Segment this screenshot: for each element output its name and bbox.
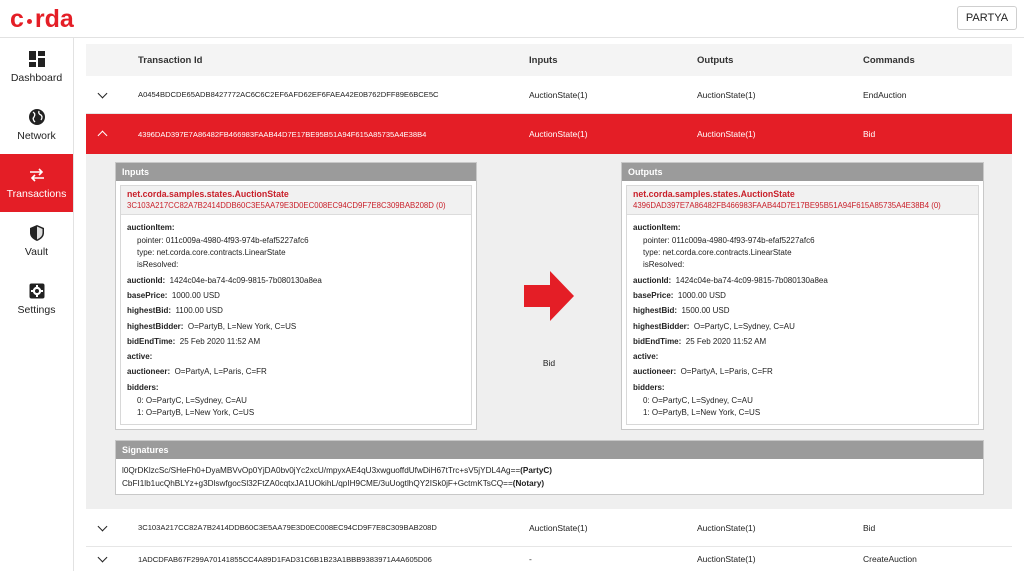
shield-icon bbox=[28, 224, 46, 242]
state-fields bbox=[627, 215, 978, 419]
expand-toggle[interactable] bbox=[96, 547, 108, 571]
table-header bbox=[86, 44, 1012, 76]
table-row[interactable] bbox=[86, 509, 1012, 547]
field-value: isResolved: bbox=[137, 259, 179, 269]
input-state-card bbox=[120, 185, 472, 425]
sidebar-item-vault[interactable] bbox=[0, 212, 73, 270]
field-value: O=PartyC, L=Sydney, C=AU bbox=[693, 321, 795, 331]
field-value: pointer: 011c009a-4980-4f93-974b-efaf5227afc6 bbox=[137, 236, 309, 246]
signature-value: CbFI1lb1ucQhBLYz+g3DlswfgocSl32FtZA0cqtxJA1UOkihL/qpIH9CME/3uUogtlhQY2ISk0jF+GctmKTsCQ== bbox=[122, 479, 513, 488]
row-command: Bid bbox=[863, 129, 876, 139]
field-label: auctionId: bbox=[127, 275, 166, 285]
field-value: 25 Feb 2020 11:52 AM bbox=[179, 336, 261, 346]
gear-icon bbox=[28, 282, 46, 300]
chevron-down-icon bbox=[97, 553, 107, 563]
signatures-panel-title: Signatures bbox=[116, 441, 983, 459]
field-label: highestBidder: bbox=[633, 321, 690, 331]
field-label: auctioneer: bbox=[127, 367, 171, 377]
row-command: EndAuction bbox=[863, 89, 907, 100]
field-value: pointer: 011c009a-4980-4f93-974b-efaf5227afc6 bbox=[643, 236, 815, 246]
sidebar-item-transactions[interactable] bbox=[0, 154, 73, 212]
table-row[interactable] bbox=[86, 76, 1012, 114]
table-row-selected[interactable] bbox=[86, 114, 1012, 154]
field-label: bidders: bbox=[633, 382, 665, 392]
output-state-card bbox=[626, 185, 979, 425]
transactions-table bbox=[86, 44, 1012, 571]
row-inputs: - bbox=[529, 554, 532, 564]
chevron-down-icon bbox=[97, 88, 107, 98]
field-value: type: net.corda.core.contracts.LinearState bbox=[643, 248, 792, 258]
field-value: 1: O=PartyB, L=New York, C=US bbox=[643, 407, 761, 417]
field-value: 1500.00 USD bbox=[681, 306, 730, 316]
transaction-detail bbox=[86, 154, 1012, 509]
transaction-id: 4396DAD397E7A86482FB466983FAAB44D7E17BE95B51A94F615A85735A4E38B4 bbox=[138, 129, 427, 139]
field-label: bidEndTime: bbox=[633, 336, 682, 346]
field-value: O=PartyA, L=Paris, C=FR bbox=[174, 367, 267, 377]
field-value: 1: O=PartyB, L=New York, C=US bbox=[137, 407, 255, 417]
state-header bbox=[627, 186, 978, 215]
logo-letter-c: c bbox=[10, 4, 24, 33]
signature-line bbox=[122, 466, 552, 475]
logo-letters: rda bbox=[34, 4, 74, 33]
table-row[interactable] bbox=[86, 547, 1012, 571]
field-label: auctioneer: bbox=[633, 367, 677, 377]
signatures-panel bbox=[115, 440, 984, 495]
row-command: Bid bbox=[863, 522, 876, 533]
state-ref[interactable]: 3C103A217CC82A7B2414DDB60C3E5AA79E3D0EC008EC94CD9F7E8C309BAB208D (0) bbox=[127, 201, 446, 210]
field-value: 25 Feb 2020 11:52 AM bbox=[685, 336, 767, 346]
field-value: isResolved: bbox=[643, 259, 685, 269]
row-outputs: AuctionState(1) bbox=[697, 129, 756, 139]
row-outputs: AuctionState(1) bbox=[697, 522, 756, 533]
logo-dot bbox=[27, 19, 32, 24]
field-label: auctionItem: bbox=[633, 223, 681, 232]
sidebar-item-label: Vault bbox=[24, 246, 49, 258]
inputs-panel-title: Inputs bbox=[116, 163, 476, 181]
row-inputs: AuctionState(1) bbox=[529, 129, 588, 139]
swap-arrows-icon bbox=[28, 166, 46, 184]
row-outputs: AuctionState(1) bbox=[697, 89, 756, 100]
field-value: 1000.00 USD bbox=[677, 290, 726, 300]
field-value: 0: O=PartyC, L=Sydney, C=AU bbox=[137, 396, 247, 406]
collapse-toggle[interactable] bbox=[96, 114, 108, 154]
sidebar-item-label: Dashboard bbox=[10, 72, 63, 84]
outputs-panel-title: Outputs bbox=[622, 163, 983, 181]
transition-arrow-icon bbox=[524, 271, 574, 331]
signature-line bbox=[122, 479, 544, 488]
expand-toggle[interactable] bbox=[96, 509, 108, 546]
row-inputs: AuctionState(1) bbox=[529, 522, 588, 533]
outputs-panel bbox=[621, 162, 984, 430]
field-value: O=PartyA, L=Paris, C=FR bbox=[680, 367, 773, 377]
field-label: highestBidder: bbox=[127, 321, 184, 331]
sidebar-item-settings[interactable] bbox=[0, 270, 73, 328]
app-header bbox=[0, 0, 1024, 38]
globe-icon bbox=[28, 108, 46, 126]
field-value: 1000.00 USD bbox=[171, 290, 220, 300]
field-value: 1100.00 USD bbox=[175, 306, 223, 316]
chevron-up-icon bbox=[97, 131, 107, 141]
dashboard-icon bbox=[28, 50, 46, 68]
state-class-name: net.corda.samples.states.AuctionState bbox=[633, 189, 795, 199]
sidebar-item-label: Transactions bbox=[6, 188, 67, 200]
state-ref[interactable]: 4396DAD397E7A86482FB466983FAAB44D7E17BE95B51A94F615A85735A4E38B4 (0) bbox=[633, 201, 941, 210]
transaction-id: A0454BDCDE65ADB8427772AC6C6C2EF6AFD62EF6FAEA42E0B762DFF89E6BCE5C bbox=[138, 90, 439, 99]
header-commands: Commands bbox=[863, 54, 915, 66]
sidebar-item-label: Network bbox=[17, 130, 56, 142]
field-label: auctionItem: bbox=[127, 223, 175, 232]
header-transaction-id: Transaction Id bbox=[138, 54, 203, 66]
field-label: auctionId: bbox=[633, 275, 672, 285]
field-label: highestBid: bbox=[633, 306, 677, 316]
field-value: 1424c04e-ba74-4c09-9815-7b080130a8ea bbox=[675, 275, 828, 285]
header-inputs: Inputs bbox=[529, 54, 558, 66]
field-label: active: bbox=[127, 352, 153, 362]
expand-toggle[interactable] bbox=[96, 76, 108, 113]
header-outputs: Outputs bbox=[697, 54, 734, 66]
field-label: highestBid: bbox=[127, 306, 171, 316]
field-label: bidEndTime: bbox=[127, 336, 176, 346]
field-value: 0: O=PartyC, L=Sydney, C=AU bbox=[643, 396, 753, 406]
signature-party: (PartyC) bbox=[520, 466, 553, 475]
sidebar-item-network[interactable] bbox=[0, 96, 73, 154]
field-value: 1424c04e-ba74-4c09-9815-7b080130a8ea bbox=[169, 275, 322, 285]
row-command: CreateAuction bbox=[863, 554, 917, 564]
field-label: active: bbox=[633, 352, 659, 362]
signature-party: (Notary) bbox=[512, 479, 545, 488]
command-label: Bid bbox=[542, 358, 556, 368]
state-class-name: net.corda.samples.states.AuctionState bbox=[127, 189, 289, 199]
field-label: basePrice: bbox=[127, 290, 168, 300]
row-outputs: AuctionState(1) bbox=[697, 554, 756, 564]
sidebar-item-dashboard[interactable] bbox=[0, 38, 73, 96]
field-label: bidders: bbox=[127, 382, 159, 392]
corda-logo[interactable] bbox=[10, 6, 74, 32]
sidebar-item-label: Settings bbox=[17, 304, 56, 316]
inputs-panel bbox=[115, 162, 477, 430]
field-value: O=PartyB, L=New York, C=US bbox=[187, 321, 297, 331]
state-header bbox=[121, 186, 471, 215]
field-label: basePrice: bbox=[633, 290, 674, 300]
row-inputs: AuctionState(1) bbox=[529, 89, 588, 100]
signature-value: l0QrDKlzcSc/SHeFh0+DyaMBVvOp0YjDA0bv0jYc2xcU/mpyxAE4qU3xwguoffdUfwDiH67tTrc+sV5jYDL4Ag== bbox=[122, 466, 521, 475]
transaction-id: 1ADCDFAB67F299A70141855CC4A89D1FAD31C6B1B23A1BBB9383971A4A605D06 bbox=[138, 554, 432, 564]
sidebar bbox=[0, 38, 74, 571]
field-value: type: net.corda.core.contracts.LinearState bbox=[137, 248, 286, 258]
transaction-id: 3C103A217CC82A7B2414DDB60C3E5AA79E3D0EC008EC94CD9F7E8C309BAB208D bbox=[138, 523, 437, 532]
party-button[interactable]: PARTYA bbox=[957, 6, 1017, 30]
chevron-down-icon bbox=[97, 521, 107, 531]
state-fields bbox=[121, 215, 471, 419]
